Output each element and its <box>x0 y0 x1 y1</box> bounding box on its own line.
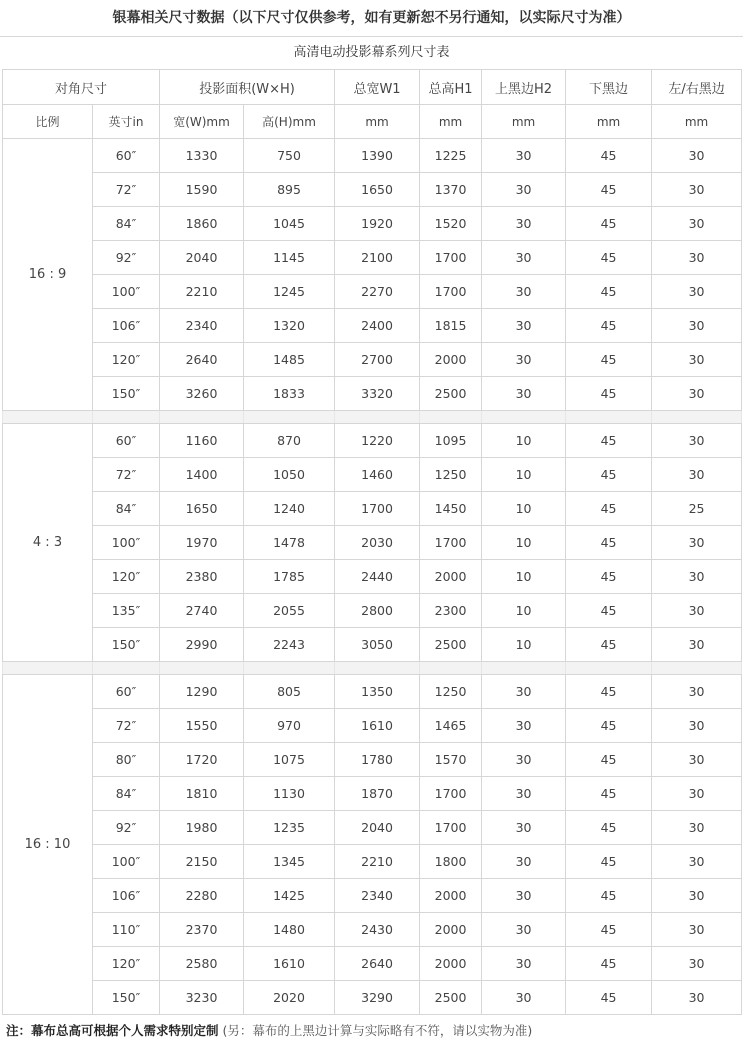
value-cell: 1045 <box>244 207 335 241</box>
size-cell: 120″ <box>93 560 160 594</box>
value-cell: 1290 <box>160 675 244 709</box>
value-cell: 3320 <box>335 377 420 411</box>
header-side-border: 左/右黑边 <box>652 70 742 105</box>
table-row <box>3 526 742 560</box>
value-cell: 3230 <box>160 981 244 1015</box>
size-cell: 150″ <box>93 628 160 662</box>
value-cell: 45 <box>566 777 652 811</box>
ratio-cell: 16 : 10 <box>3 675 93 1015</box>
value-cell: 2270 <box>335 275 420 309</box>
value-cell: 1810 <box>160 777 244 811</box>
size-cell: 84″ <box>93 777 160 811</box>
value-cell: 1450 <box>420 492 482 526</box>
separator-cell <box>3 411 93 424</box>
value-cell: 1330 <box>160 139 244 173</box>
value-cell: 2430 <box>335 913 420 947</box>
value-cell: 2990 <box>160 628 244 662</box>
size-cell: 135″ <box>93 594 160 628</box>
value-cell: 30 <box>652 709 742 743</box>
value-cell: 1700 <box>335 492 420 526</box>
value-cell: 2055 <box>244 594 335 628</box>
value-cell: 45 <box>566 947 652 981</box>
value-cell: 45 <box>566 628 652 662</box>
value-cell: 30 <box>652 879 742 913</box>
value-cell: 30 <box>652 343 742 377</box>
ratio-cell: 16 : 9 <box>3 139 93 411</box>
value-cell: 1833 <box>244 377 335 411</box>
subheader-cell: 高(H)mm <box>244 105 335 139</box>
value-cell: 2340 <box>335 879 420 913</box>
size-cell: 92″ <box>93 811 160 845</box>
value-cell: 30 <box>482 981 566 1015</box>
value-cell: 45 <box>566 424 652 458</box>
value-cell: 970 <box>244 709 335 743</box>
table-row <box>3 424 742 458</box>
value-cell: 45 <box>566 526 652 560</box>
value-cell: 2030 <box>335 526 420 560</box>
subheader-cell: 宽(W)mm <box>160 105 244 139</box>
value-cell: 2000 <box>420 913 482 947</box>
value-cell: 2400 <box>335 309 420 343</box>
value-cell: 30 <box>652 845 742 879</box>
value-cell: 2040 <box>160 241 244 275</box>
value-cell: 25 <box>652 492 742 526</box>
subheader-cell: mm <box>652 105 742 139</box>
value-cell: 30 <box>482 275 566 309</box>
value-cell: 30 <box>652 173 742 207</box>
value-cell: 1130 <box>244 777 335 811</box>
value-cell: 10 <box>482 458 566 492</box>
page-title: 银幕相关尺寸数据（以下尺寸仅供参考，如有更新恕不另行通知，以实际尺寸为准） <box>0 0 743 37</box>
value-cell: 2580 <box>160 947 244 981</box>
table-row <box>3 275 742 309</box>
value-cell: 45 <box>566 845 652 879</box>
value-cell: 2370 <box>160 913 244 947</box>
size-cell: 100″ <box>93 526 160 560</box>
value-cell: 1075 <box>244 743 335 777</box>
value-cell: 30 <box>482 343 566 377</box>
value-cell: 2380 <box>160 560 244 594</box>
value-cell: 870 <box>244 424 335 458</box>
value-cell: 1590 <box>160 173 244 207</box>
header-total-height: 总高H1 <box>420 70 482 105</box>
value-cell: 1800 <box>420 845 482 879</box>
table-row <box>3 594 742 628</box>
value-cell: 2500 <box>420 981 482 1015</box>
separator-cell <box>335 662 420 675</box>
table-title: 高清电动投影幕系列尺寸表 <box>293 45 450 60</box>
size-cell: 106″ <box>93 879 160 913</box>
value-cell: 1970 <box>160 526 244 560</box>
value-cell: 1700 <box>420 275 482 309</box>
value-cell: 10 <box>482 526 566 560</box>
separator-cell <box>566 411 652 424</box>
value-cell: 1610 <box>335 709 420 743</box>
separator-cell <box>160 411 244 424</box>
value-cell: 1700 <box>420 811 482 845</box>
value-cell: 30 <box>482 743 566 777</box>
value-cell: 1460 <box>335 458 420 492</box>
size-cell: 84″ <box>93 492 160 526</box>
table-row <box>3 377 742 411</box>
value-cell: 1400 <box>160 458 244 492</box>
value-cell: 2280 <box>160 879 244 913</box>
subheader-cell: 比例 <box>3 105 93 139</box>
value-cell: 30 <box>652 947 742 981</box>
value-cell: 30 <box>652 981 742 1015</box>
value-cell: 2640 <box>160 343 244 377</box>
value-cell: 1240 <box>244 492 335 526</box>
separator-cell <box>244 411 335 424</box>
value-cell: 45 <box>566 594 652 628</box>
value-cell: 1095 <box>420 424 482 458</box>
value-cell: 1610 <box>244 947 335 981</box>
value-cell: 30 <box>652 377 742 411</box>
size-cell: 72″ <box>93 458 160 492</box>
value-cell: 2150 <box>160 845 244 879</box>
table-row <box>3 458 742 492</box>
value-cell: 1350 <box>335 675 420 709</box>
value-cell: 30 <box>652 777 742 811</box>
value-cell: 1245 <box>244 275 335 309</box>
value-cell: 2210 <box>160 275 244 309</box>
table-row <box>3 913 742 947</box>
value-cell: 30 <box>482 241 566 275</box>
value-cell: 30 <box>652 309 742 343</box>
value-cell: 30 <box>482 947 566 981</box>
separator-cell <box>482 411 566 424</box>
value-cell: 2340 <box>160 309 244 343</box>
value-cell: 1920 <box>335 207 420 241</box>
value-cell: 1570 <box>420 743 482 777</box>
size-cell: 60″ <box>93 139 160 173</box>
value-cell: 3260 <box>160 377 244 411</box>
value-cell: 45 <box>566 377 652 411</box>
value-cell: 30 <box>652 675 742 709</box>
value-cell: 1485 <box>244 343 335 377</box>
value-cell: 30 <box>652 275 742 309</box>
group-separator <box>3 662 742 675</box>
value-cell: 2500 <box>420 377 482 411</box>
table-row <box>3 492 742 526</box>
value-cell: 30 <box>652 811 742 845</box>
value-cell: 1250 <box>420 675 482 709</box>
value-cell: 1550 <box>160 709 244 743</box>
size-cell: 150″ <box>93 377 160 411</box>
value-cell: 45 <box>566 343 652 377</box>
header-row <box>3 70 742 105</box>
value-cell: 805 <box>244 675 335 709</box>
separator-cell <box>652 662 742 675</box>
subheader-cell: mm <box>482 105 566 139</box>
table-row <box>3 309 742 343</box>
size-cell: 80″ <box>93 743 160 777</box>
value-cell: 1650 <box>335 173 420 207</box>
value-cell: 2000 <box>420 947 482 981</box>
value-cell: 1700 <box>420 777 482 811</box>
table-row <box>3 981 742 1015</box>
value-cell: 3050 <box>335 628 420 662</box>
table-row <box>3 207 742 241</box>
size-cell: 100″ <box>93 275 160 309</box>
size-cell: 150″ <box>93 981 160 1015</box>
value-cell: 2100 <box>335 241 420 275</box>
value-cell: 1478 <box>244 526 335 560</box>
separator-cell <box>482 662 566 675</box>
value-cell: 1425 <box>244 879 335 913</box>
value-cell: 2440 <box>335 560 420 594</box>
size-cell: 60″ <box>93 424 160 458</box>
table-row <box>3 675 742 709</box>
value-cell: 30 <box>652 424 742 458</box>
separator-cell <box>420 411 482 424</box>
header-total-width: 总宽W1 <box>335 70 420 105</box>
value-cell: 2800 <box>335 594 420 628</box>
value-cell: 1700 <box>420 526 482 560</box>
footnote-main: 注：幕布总高可根据个人需求特别定制 <box>6 1023 219 1038</box>
table-row <box>3 241 742 275</box>
size-cell: 120″ <box>93 343 160 377</box>
value-cell: 2700 <box>335 343 420 377</box>
table-row <box>3 343 742 377</box>
footnote-extra: (另：幕布的上黑边计算与实际略有不符，请以实物为准) <box>222 1023 533 1038</box>
size-cell: 72″ <box>93 709 160 743</box>
value-cell: 2000 <box>420 560 482 594</box>
footnote <box>0 1021 743 1039</box>
value-cell: 2300 <box>420 594 482 628</box>
value-cell: 1860 <box>160 207 244 241</box>
ratio-cell: 4 : 3 <box>3 424 93 662</box>
value-cell: 45 <box>566 560 652 594</box>
size-cell: 110″ <box>93 913 160 947</box>
value-cell: 1700 <box>420 241 482 275</box>
value-cell: 1465 <box>420 709 482 743</box>
value-cell: 1160 <box>160 424 244 458</box>
value-cell: 1235 <box>244 811 335 845</box>
value-cell: 2000 <box>420 343 482 377</box>
table-row <box>3 173 742 207</box>
value-cell: 30 <box>652 458 742 492</box>
value-cell: 30 <box>652 526 742 560</box>
value-cell: 45 <box>566 173 652 207</box>
value-cell: 45 <box>566 275 652 309</box>
value-cell: 1780 <box>335 743 420 777</box>
table-row <box>3 879 742 913</box>
size-cell: 60″ <box>93 675 160 709</box>
separator-cell <box>160 662 244 675</box>
value-cell: 30 <box>482 709 566 743</box>
value-cell: 1345 <box>244 845 335 879</box>
value-cell: 30 <box>652 207 742 241</box>
header-top-border: 上黑边H2 <box>482 70 566 105</box>
value-cell: 45 <box>566 981 652 1015</box>
value-cell: 2740 <box>160 594 244 628</box>
separator-cell <box>652 411 742 424</box>
value-cell: 1520 <box>420 207 482 241</box>
value-cell: 45 <box>566 743 652 777</box>
value-cell: 45 <box>566 709 652 743</box>
value-cell: 2210 <box>335 845 420 879</box>
value-cell: 30 <box>482 845 566 879</box>
value-cell: 45 <box>566 241 652 275</box>
value-cell: 1785 <box>244 560 335 594</box>
value-cell: 45 <box>566 913 652 947</box>
value-cell: 1250 <box>420 458 482 492</box>
value-cell: 30 <box>652 241 742 275</box>
value-cell: 45 <box>566 309 652 343</box>
value-cell: 30 <box>652 594 742 628</box>
size-cell: 106″ <box>93 309 160 343</box>
value-cell: 2020 <box>244 981 335 1015</box>
size-table <box>2 69 742 1015</box>
value-cell: 45 <box>566 458 652 492</box>
value-cell: 10 <box>482 628 566 662</box>
value-cell: 30 <box>482 777 566 811</box>
table-row <box>3 560 742 594</box>
value-cell: 10 <box>482 492 566 526</box>
subheader-row <box>3 105 742 139</box>
value-cell: 30 <box>652 913 742 947</box>
subheader-cell: 英寸in <box>93 105 160 139</box>
header-area: 投影面积(W×H) <box>160 70 335 105</box>
value-cell: 30 <box>482 879 566 913</box>
value-cell: 1870 <box>335 777 420 811</box>
value-cell: 2243 <box>244 628 335 662</box>
value-cell: 2500 <box>420 628 482 662</box>
separator-cell <box>244 662 335 675</box>
table-row <box>3 139 742 173</box>
value-cell: 1225 <box>420 139 482 173</box>
value-cell: 1480 <box>244 913 335 947</box>
separator-cell <box>3 662 93 675</box>
size-cell: 84″ <box>93 207 160 241</box>
separator-cell <box>93 662 160 675</box>
subheader-cell: mm <box>420 105 482 139</box>
subheader-cell: mm <box>566 105 652 139</box>
value-cell: 30 <box>652 628 742 662</box>
value-cell: 30 <box>652 743 742 777</box>
value-cell: 1220 <box>335 424 420 458</box>
value-cell: 2000 <box>420 879 482 913</box>
group-separator <box>3 411 742 424</box>
separator-cell <box>93 411 160 424</box>
size-cell: 72″ <box>93 173 160 207</box>
table-row <box>3 845 742 879</box>
table-row <box>3 709 742 743</box>
value-cell: 45 <box>566 139 652 173</box>
separator-cell <box>566 662 652 675</box>
size-cell: 100″ <box>93 845 160 879</box>
value-cell: 10 <box>482 560 566 594</box>
value-cell: 30 <box>482 913 566 947</box>
table-row <box>3 811 742 845</box>
value-cell: 30 <box>482 207 566 241</box>
separator-cell <box>420 662 482 675</box>
value-cell: 30 <box>482 309 566 343</box>
value-cell: 3290 <box>335 981 420 1015</box>
value-cell: 1320 <box>244 309 335 343</box>
value-cell: 1980 <box>160 811 244 845</box>
value-cell: 30 <box>482 173 566 207</box>
value-cell: 750 <box>244 139 335 173</box>
value-cell: 10 <box>482 594 566 628</box>
value-cell: 45 <box>566 879 652 913</box>
table-row <box>3 743 742 777</box>
value-cell: 30 <box>482 139 566 173</box>
value-cell: 10 <box>482 424 566 458</box>
value-cell: 1650 <box>160 492 244 526</box>
table-row <box>3 947 742 981</box>
value-cell: 30 <box>482 811 566 845</box>
subheader-cell: mm <box>335 105 420 139</box>
table-row <box>3 628 742 662</box>
value-cell: 30 <box>652 139 742 173</box>
table-row <box>3 777 742 811</box>
size-cell: 120″ <box>93 947 160 981</box>
value-cell: 45 <box>566 811 652 845</box>
value-cell: 895 <box>244 173 335 207</box>
value-cell: 1815 <box>420 309 482 343</box>
value-cell: 45 <box>566 492 652 526</box>
value-cell: 45 <box>566 207 652 241</box>
value-cell: 30 <box>482 377 566 411</box>
value-cell: 2640 <box>335 947 420 981</box>
header-bottom-border: 下黑边 <box>566 70 652 105</box>
value-cell: 1370 <box>420 173 482 207</box>
header-diagonal: 对角尺寸 <box>3 70 160 105</box>
value-cell: 30 <box>652 560 742 594</box>
value-cell: 1145 <box>244 241 335 275</box>
value-cell: 30 <box>482 675 566 709</box>
value-cell: 1720 <box>160 743 244 777</box>
value-cell: 2040 <box>335 811 420 845</box>
size-cell: 92″ <box>93 241 160 275</box>
value-cell: 45 <box>566 675 652 709</box>
separator-cell <box>335 411 420 424</box>
value-cell: 1050 <box>244 458 335 492</box>
value-cell: 1390 <box>335 139 420 173</box>
